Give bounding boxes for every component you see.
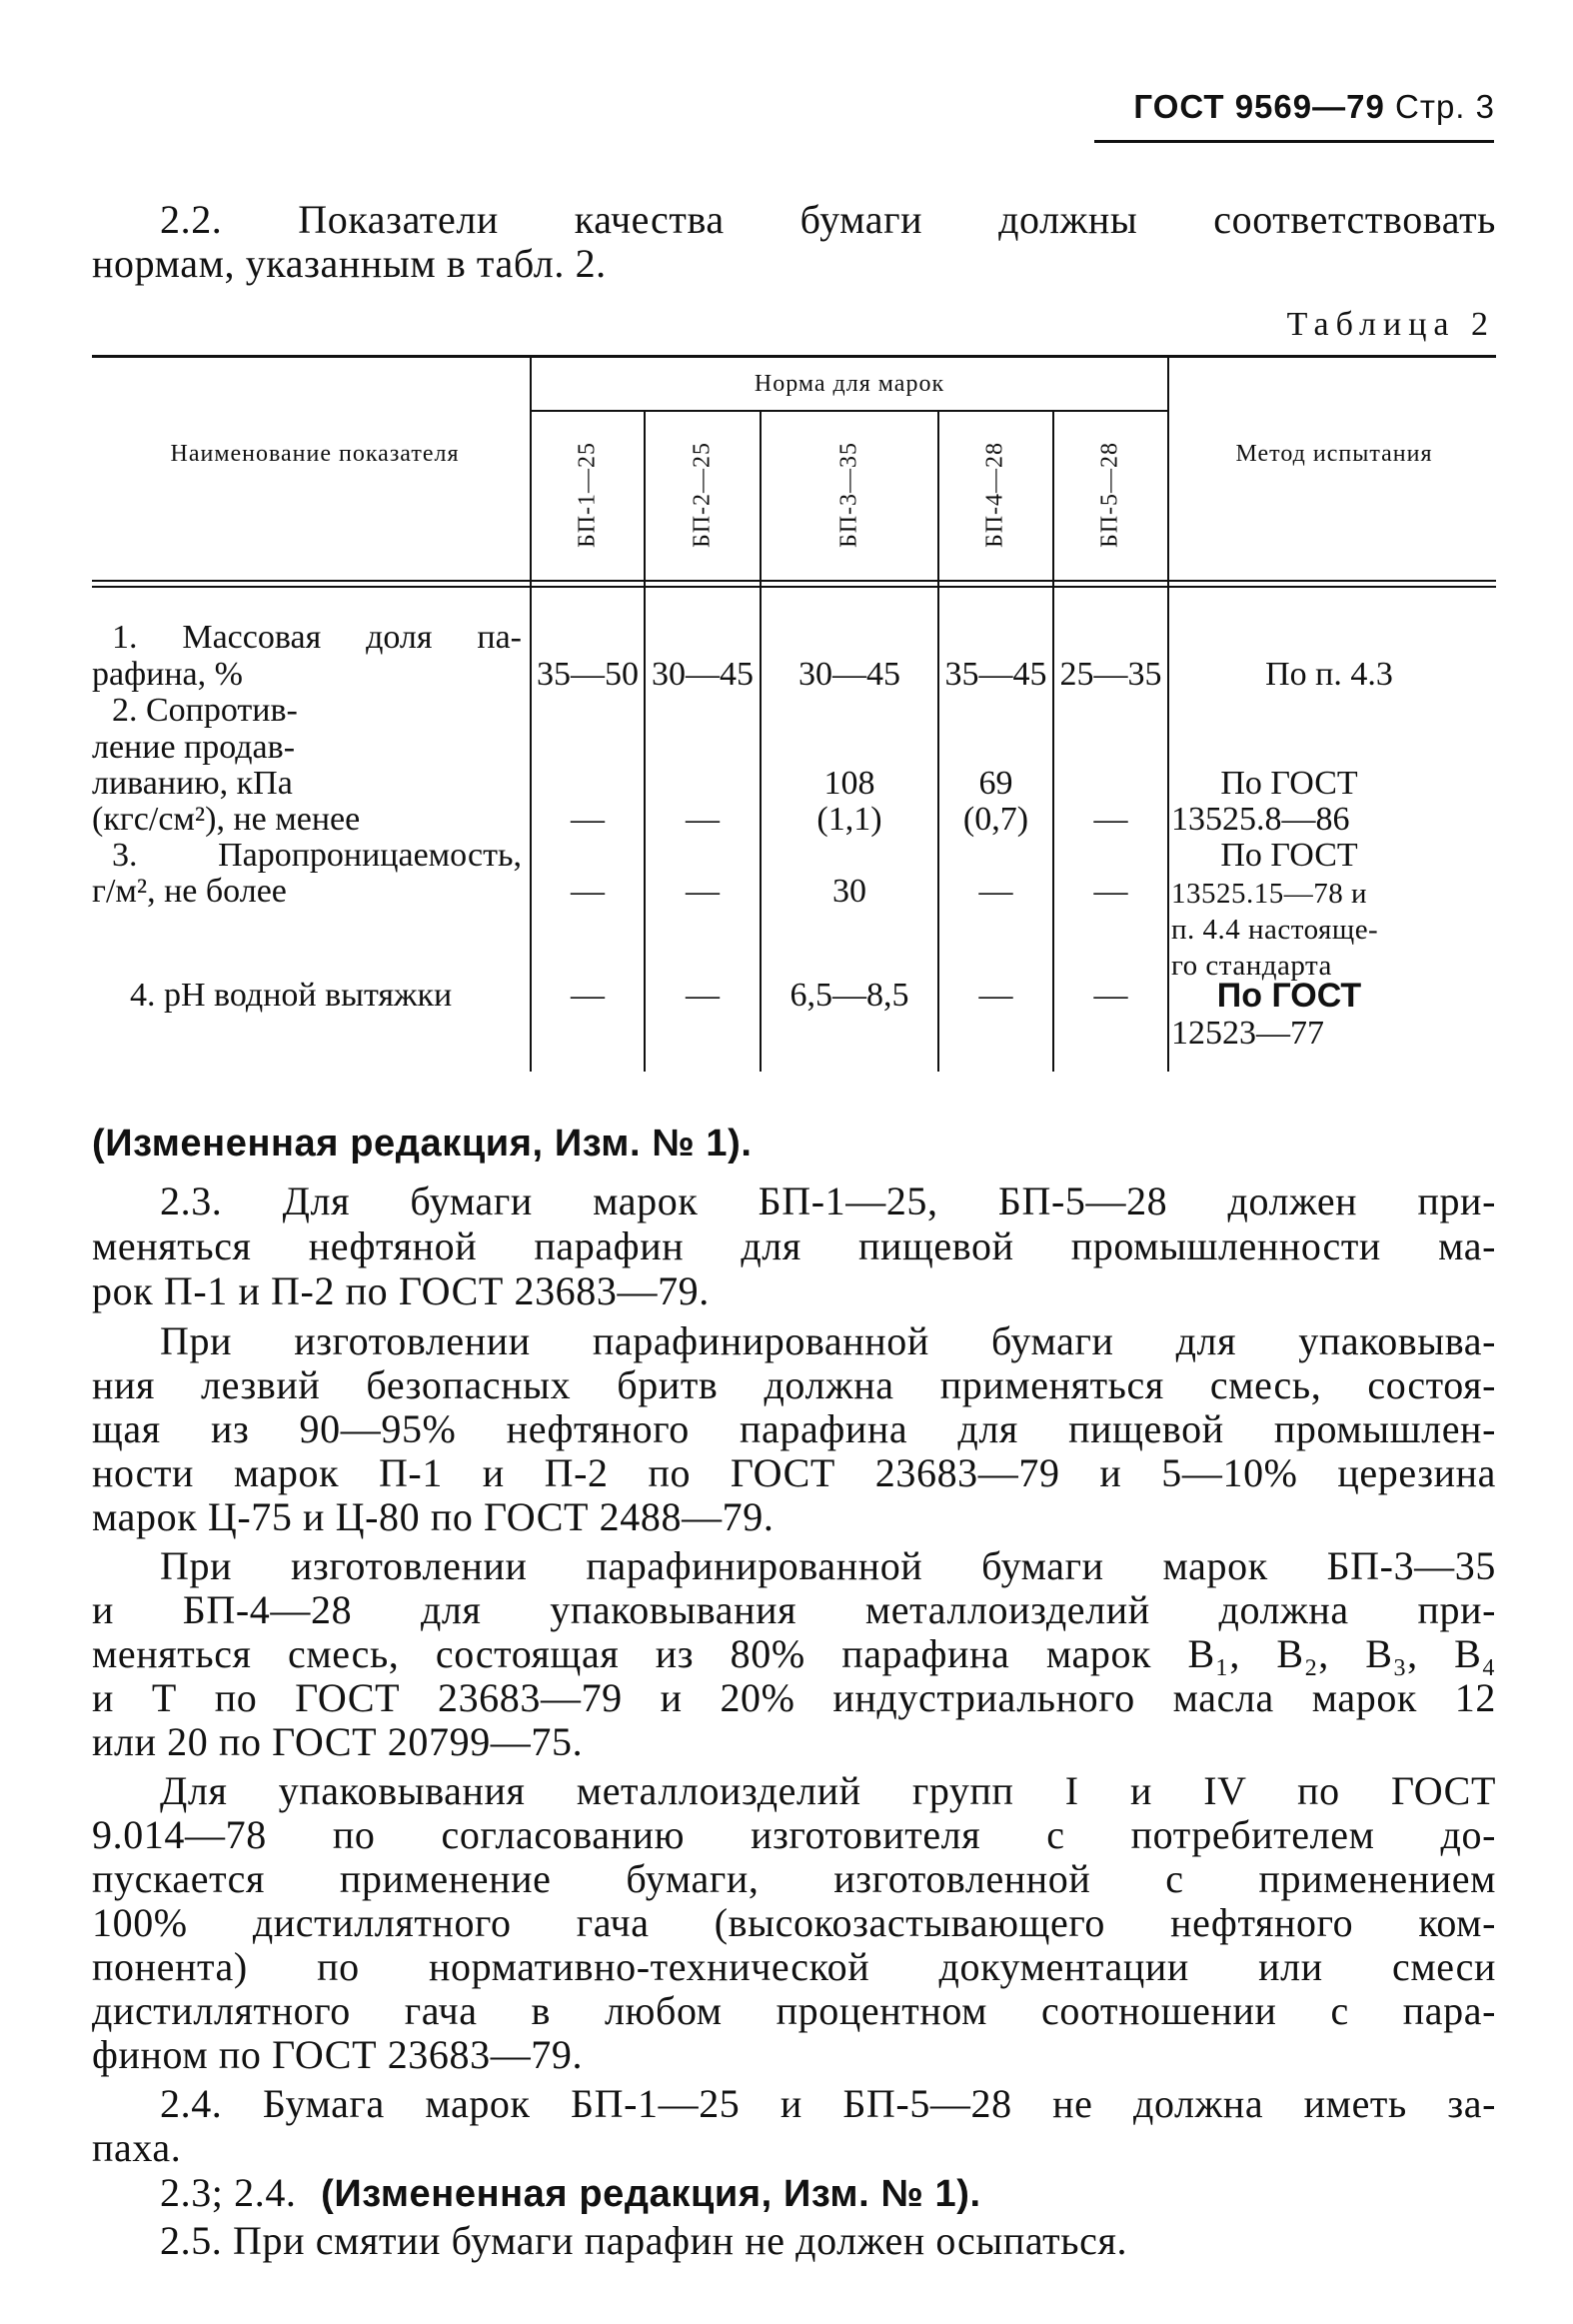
razor-line-5: марок Ц-75 и Ц-80 по ГОСТ 2488—79.	[92, 1494, 775, 1539]
row2-name-line-3: ливанию, кПа	[92, 765, 293, 802]
metal-line-4: и Т по ГОСТ 23683—79 и 20% индустриального масла марок 12	[92, 1675, 1496, 1720]
paragraph-2-5: 2.5. При смятии бумаги парафин не должен осыпаться.	[160, 2218, 1128, 2263]
intro-line-1: 2.2. Показатели качества бумаги должны соответствовать	[160, 197, 1496, 242]
col-divider-1	[530, 358, 532, 1072]
row1-value-1: 35—50	[537, 656, 639, 693]
row1-value-4: 35—45	[944, 656, 1047, 693]
row1-name-line-2: рафина, %	[92, 656, 243, 693]
row3-method-line-3: п. 4.4 настояще-	[1171, 914, 1379, 946]
row2-name-line-4: (кгс/см²), не менее	[92, 801, 361, 838]
row3-method-line-4: го стандарта	[1171, 950, 1332, 982]
row2-value-4-line-1: 69	[978, 765, 1013, 802]
row2-value-3-line-1: 108	[823, 765, 875, 802]
row3-value-5: —	[1093, 873, 1128, 910]
grade-header-1: БП-1—25	[574, 441, 601, 549]
row4-value-3: 6,5—8,5	[789, 977, 909, 1014]
row1-name-line-1: 1. Массовая доля па-	[112, 619, 522, 656]
row2-name-line-1: 2. Сопротив-	[112, 692, 298, 729]
row1-value-2: 30—45	[652, 656, 754, 693]
groups-line-7: фином по ГОСТ 23683—79.	[92, 2032, 584, 2077]
metal-line-2: и БП-4—28 для упаковывания металлоизделий должна при-	[92, 1587, 1496, 1632]
groups-line-2: 9.014—78 по согласованию изготовителя с потребителем до-	[92, 1812, 1496, 1857]
row2-method-line-2: 13525.8—86	[1171, 801, 1350, 838]
row3-name-line-1: 3. Паропроницаемость,	[112, 837, 522, 874]
col-divider-6	[1167, 358, 1169, 1072]
grade-header-2: БП-2—25	[689, 441, 716, 549]
groups-line-5: понента) по нормативно-технической документации или смеси	[92, 1944, 1496, 1989]
row2-value-5: —	[1093, 801, 1128, 838]
metal-line-3: меняться смесь, состоящая из 80% парафина марок B₁, B₂, B₃, B₄	[92, 1631, 1496, 1676]
intro-line-2: нормам, указанным в табл. 2.	[92, 241, 607, 286]
row3-value-4: —	[978, 873, 1013, 910]
grade-header-5: БП-5—28	[1096, 441, 1123, 549]
header-bottom-rule-2	[92, 586, 1496, 588]
grade-header-3: БП-3—35	[835, 441, 862, 549]
table-2	[0, 0, 1573, 1100]
table-top-rule	[92, 355, 1496, 358]
row4-value-1: —	[571, 977, 605, 1014]
groups-line-6: дистиллятного гача в любом процентном соотношении с пара-	[92, 1988, 1496, 2033]
header-bottom-rule-1	[92, 580, 1496, 582]
row2-name-line-2: ление продав-	[92, 729, 296, 766]
row2-value-4-line-2: (0,7)	[962, 801, 1029, 838]
standard-number: ГОСТ 9569—79	[1133, 88, 1385, 125]
row3-value-3: 30	[832, 873, 866, 910]
grade-header-4: БП-4—28	[981, 441, 1008, 549]
amendment-2-text: (Измененная редакция, Изм. № 1).	[321, 2173, 981, 2215]
col-divider-5	[1052, 410, 1054, 1072]
row3-method-line-1: По ГОСТ	[1220, 837, 1358, 874]
p23-line-1: 2.3. Для бумаги марок БП-1—25, БП-5—28 должен при-	[160, 1178, 1496, 1223]
metal-line-5: или 20 по ГОСТ 20799—75.	[92, 1719, 584, 1764]
razor-line-2: ния лезвий безопасных бритв должна применяться смесь, состоя-	[92, 1362, 1496, 1407]
razor-line-3: щая из 90—95% нефтяного парафина для пищевой промышлен-	[92, 1406, 1496, 1451]
groups-line-1: Для упаковывания металлоизделий групп I и IV по ГОСТ	[160, 1768, 1496, 1813]
method-header: Метод испытания	[1235, 441, 1433, 467]
table-caption: Таблица 2	[1286, 306, 1495, 343]
row2-method-line-1: По ГОСТ	[1220, 765, 1358, 802]
col-divider-4	[937, 410, 939, 1072]
amendment-note-2	[92, 2171, 1496, 2216]
razor-line-1: При изготовлении парафинированной бумаги для упаковыва-	[160, 1318, 1496, 1363]
col-divider-2	[644, 410, 646, 1072]
row4-method-line-2: 12523—77	[1171, 1015, 1324, 1052]
col-name-header: Наименование показателя	[170, 441, 460, 467]
row4-value-5: —	[1093, 977, 1128, 1014]
row2-value-2: —	[686, 801, 720, 838]
row4-method-line-1: По ГОСТ	[1216, 977, 1362, 1015]
p24-line-2: паха.	[92, 2125, 182, 2170]
metal-line-1: При изготовлении парафинированной бумаги марок БП-3—35	[160, 1543, 1496, 1588]
p23-line-2: меняться нефтяной парафин для пищевой промышленности ма-	[92, 1223, 1496, 1268]
row1-method: По п. 4.3	[1265, 656, 1393, 693]
groups-line-3: пускается применение бумаги, изготовленной с применением	[92, 1856, 1496, 1901]
row2-value-1: —	[571, 801, 605, 838]
page-number: Стр. 3	[1395, 88, 1495, 125]
amendment-2-prefix: 2.3; 2.4.	[160, 2170, 297, 2215]
row2-value-3-line-2: (1,1)	[816, 801, 882, 838]
group-header: Норма для марок	[754, 371, 945, 397]
p23-line-3: рок П-1 и П-2 по ГОСТ 23683—79.	[92, 1268, 710, 1313]
col-divider-3	[760, 410, 762, 1072]
row1-value-3: 30—45	[798, 656, 900, 693]
row1-value-5: 25—35	[1059, 656, 1162, 693]
row3-name-line-2: г/м², не более	[92, 873, 287, 910]
amendment-note-1: (Измененная редакция, Изм. № 1).	[92, 1123, 753, 1164]
row3-value-1: —	[571, 873, 605, 910]
groups-line-4: 100% дистиллятного гача (высокозастывающего нефтяного ком-	[92, 1900, 1496, 1945]
row4-value-2: —	[686, 977, 720, 1014]
p24-line-1: 2.4. Бумага марок БП-1—25 и БП-5—28 не должна иметь за-	[160, 2081, 1496, 2126]
row4-value-4: —	[978, 977, 1013, 1014]
razor-line-4: ности марок П-1 и П-2 по ГОСТ 23683—79 и 5—10% церезина	[92, 1450, 1496, 1495]
row4-name: 4. рН водной вытяжки	[130, 977, 453, 1014]
row3-method-line-2: 13525.15—78 и	[1171, 878, 1368, 910]
group-rule	[530, 410, 1169, 412]
row3-value-2: —	[686, 873, 720, 910]
